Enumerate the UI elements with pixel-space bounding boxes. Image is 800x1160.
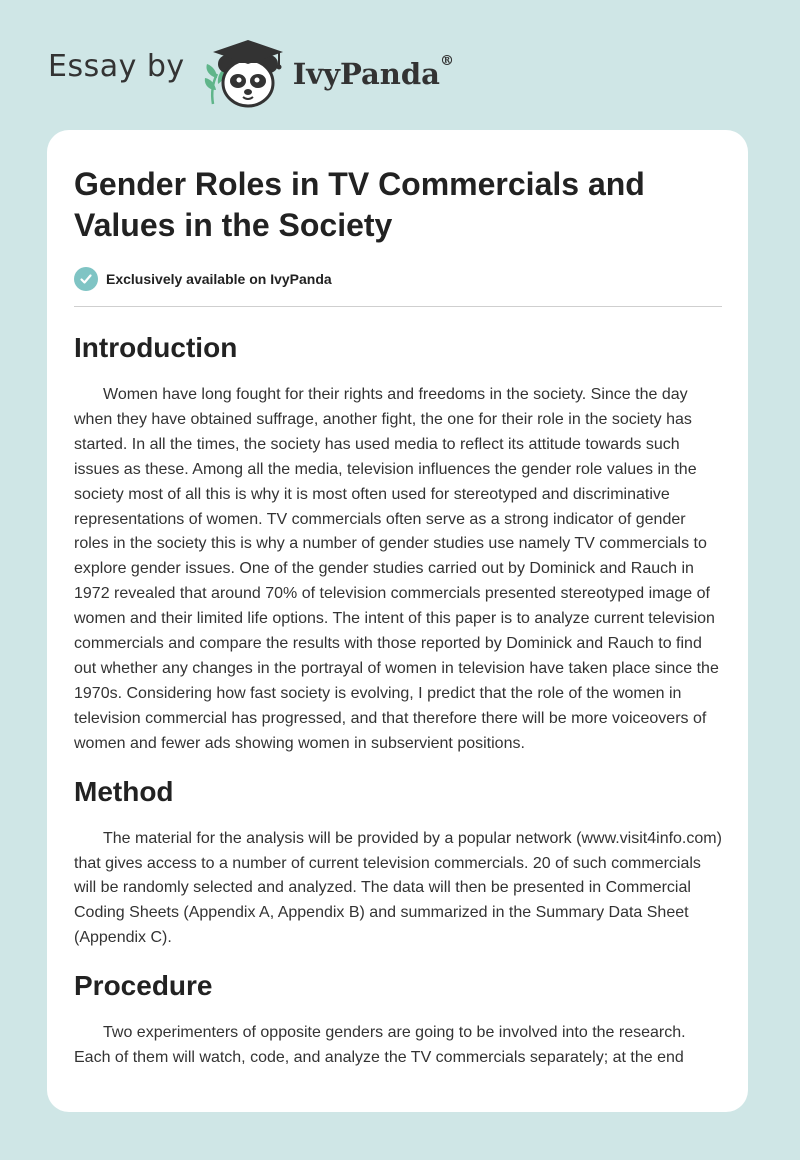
section-paragraph: Women have long fought for their rights and freedoms in the society. Since the day when they have obtained suffrage, another fight, the one for their role in the society has started. In all the times, the society has used media to reflect its attitude towards such issues as these. Among all the media, television influences the gender role values in the society most of all this is why it is most often used for stereotyped and discriminative representations of women. TV commercials often serve as a strong indicator of gender roles in the society this is why a number of gender studies use namely TV commercials to explore gender issues. One of the gender studies carried out by Dominick and Rauch in 1972 revealed that around 70% of television commercials presented stereotyped image of women and their limited life options. The intent of this paper is to analyze current television commercials and compare the results with those reported by Dominick and Rauch to find out whether any changes in the portrayal of women in television have taken place since the 1970s. Considering how fast society is evolving, I predict that the role of the women in television commercial has progressed, and that therefore there will be more voiceovers of women and fewer ads showing women in subservient positions. bbox=[74, 386, 719, 752]
article-title: Gender Roles in TV Commercials and Values in the Society bbox=[74, 166, 645, 243]
brand-name[interactable] bbox=[292, 53, 454, 91]
check-icon bbox=[74, 267, 98, 291]
section-method bbox=[74, 775, 722, 952]
registered-mark: ® bbox=[439, 53, 454, 70]
exclusive-text: Exclusively available on IvyPanda bbox=[106, 271, 332, 287]
section-paragraph: Two experimenters of opposite genders are going to be involved into the research. Each of them will watch, code, and analyze the TV commercials separately; at the end bbox=[74, 1024, 686, 1067]
article-card bbox=[47, 130, 748, 1112]
section-paragraph: The material for the analysis will be provided by a popular network (www.visit4info.com) that gives access to a number of current television commercials. 20 of such commercials will be randomly selected and analyzed. The data will then be presented in Commercial Coding Sheets (Appendix A, Appendix B) and summarized in the Summary Data Sheet (Appendix C). bbox=[74, 829, 722, 947]
panda-logo-icon[interactable] bbox=[199, 34, 289, 110]
section-heading: Introduction bbox=[74, 332, 238, 363]
section-introduction bbox=[74, 331, 722, 757]
brand-text: IvyPanda bbox=[292, 57, 440, 91]
section-procedure bbox=[74, 969, 722, 1071]
site-header bbox=[48, 34, 454, 110]
divider bbox=[74, 306, 722, 307]
essay-by-label: Essay by bbox=[48, 48, 185, 84]
section-heading: Procedure bbox=[74, 970, 213, 1002]
section-heading: Method bbox=[74, 775, 174, 807]
exclusive-badge bbox=[74, 266, 722, 292]
